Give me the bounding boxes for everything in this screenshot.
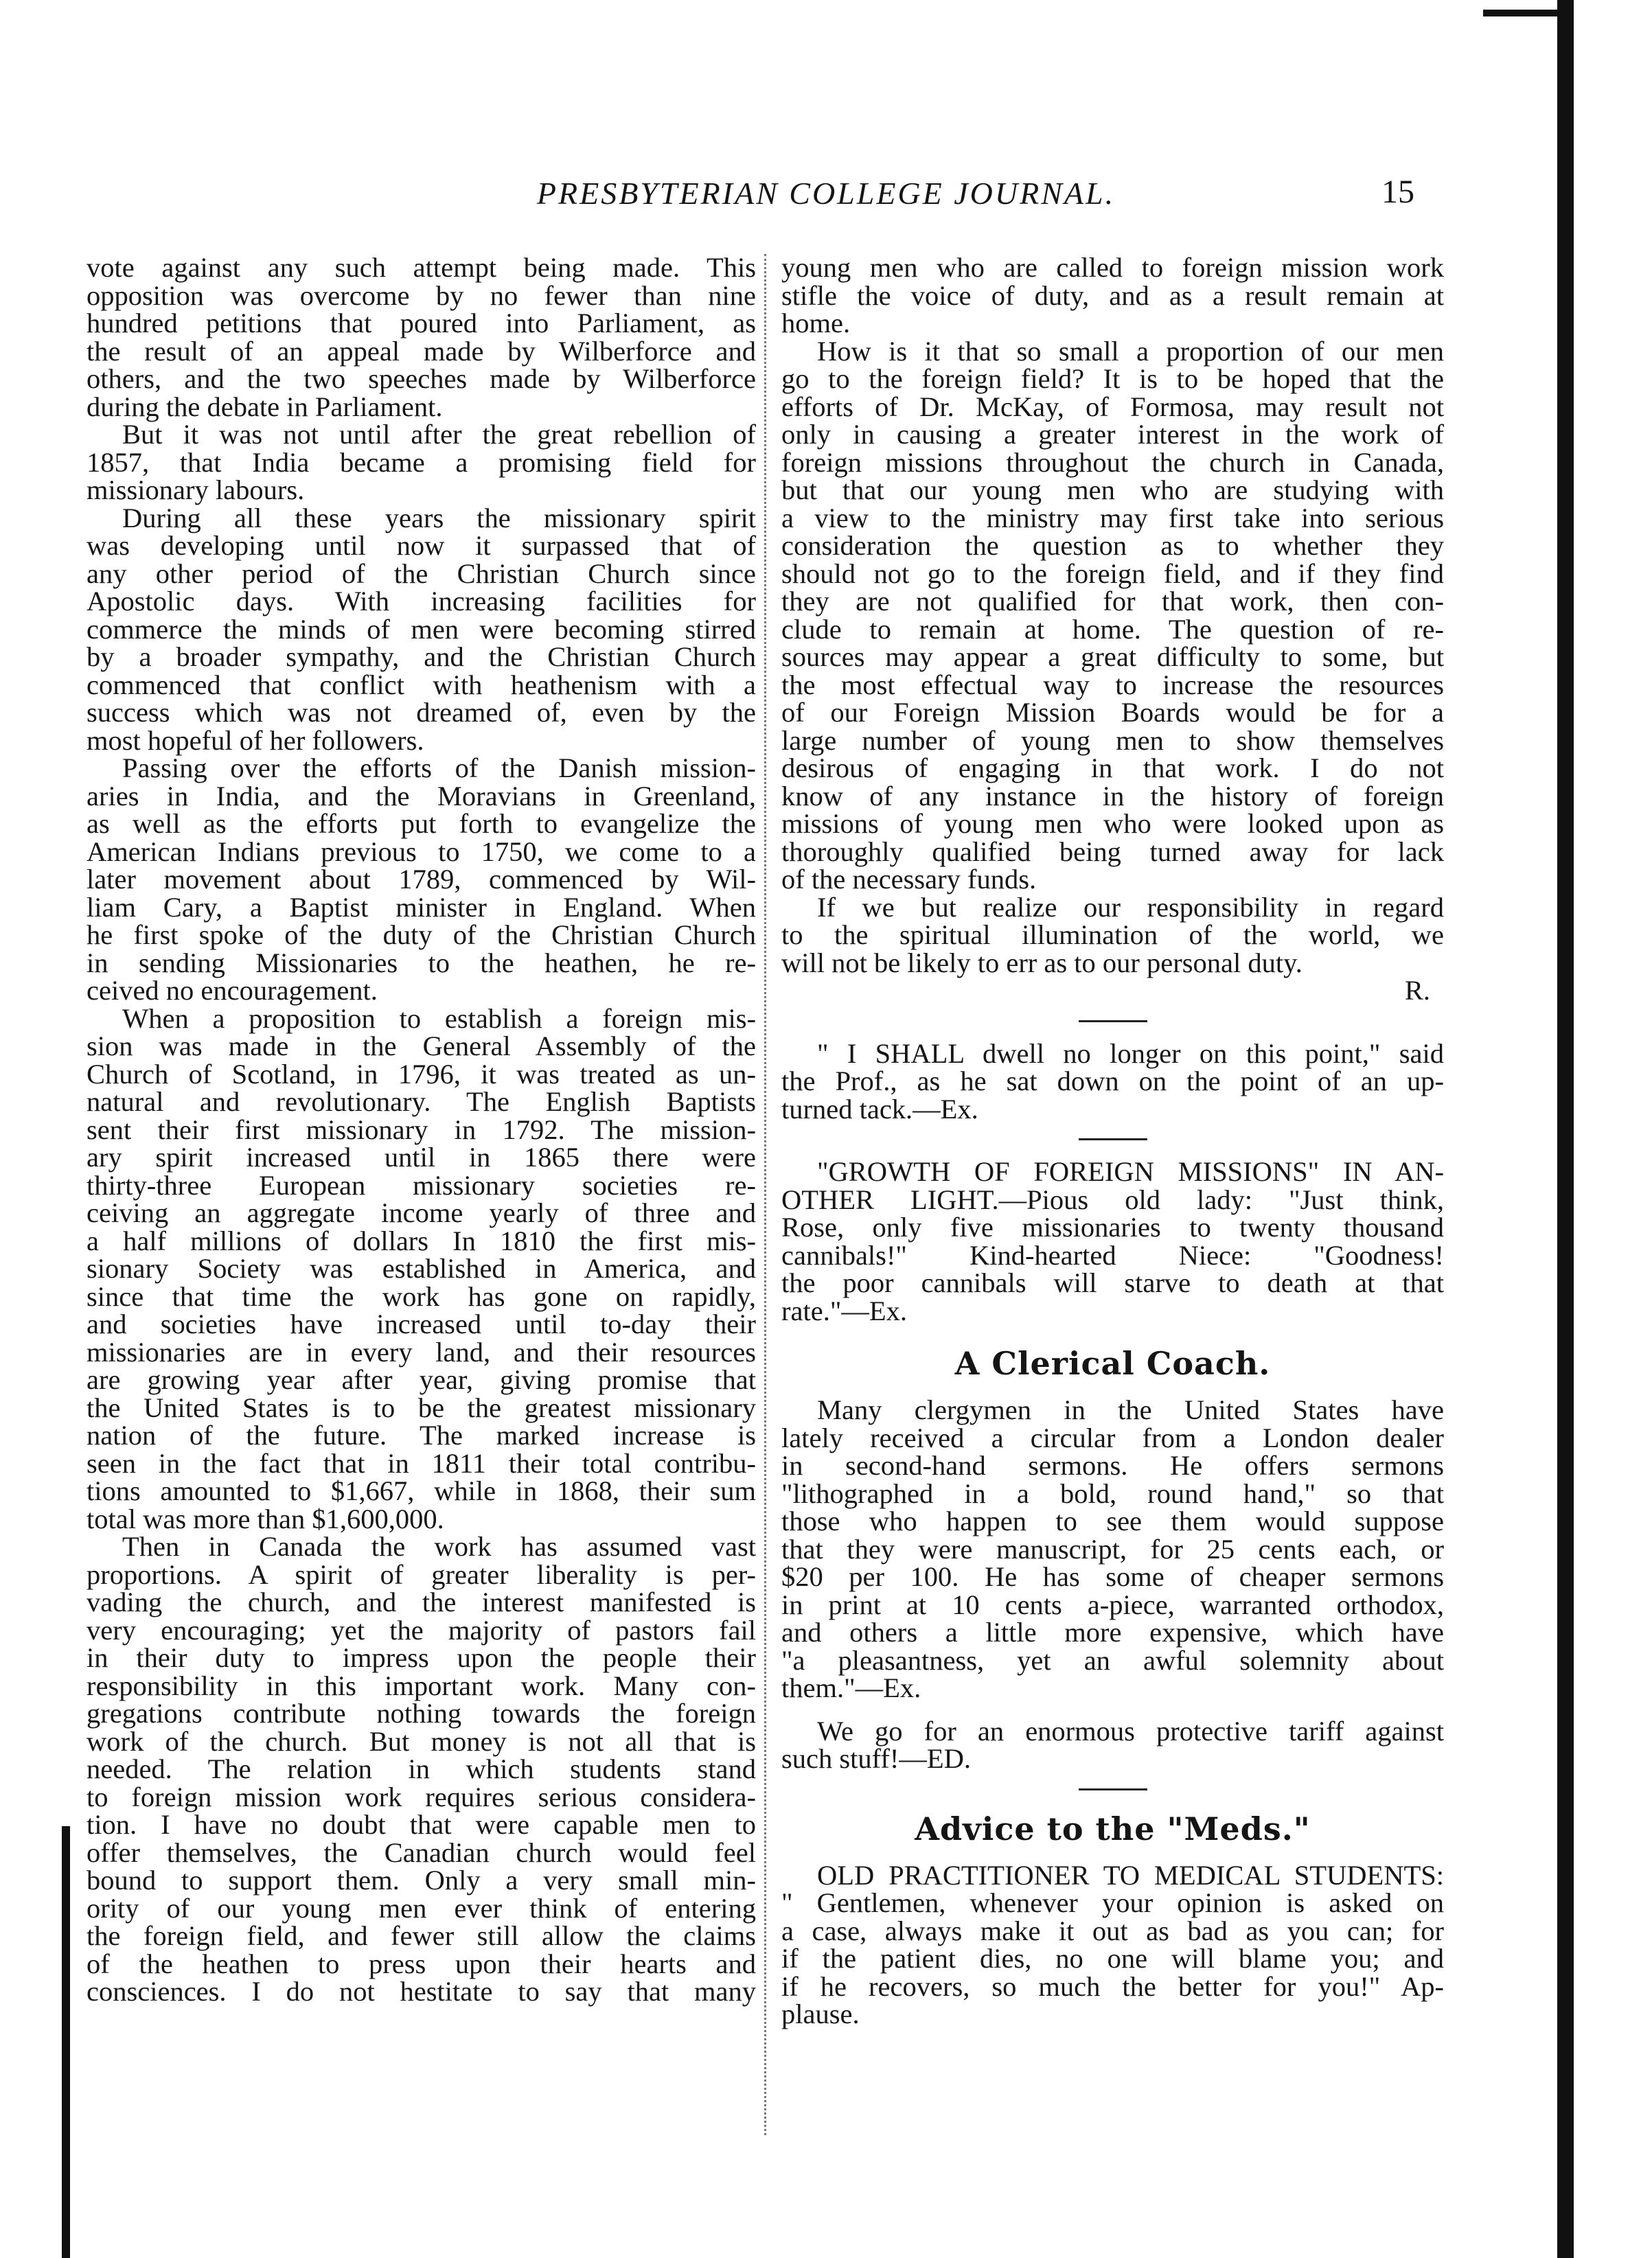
text-line: such stuff!—ED. [781,1743,971,1774]
text-line: if he recovers, so much the better for you!" Ap- [781,1970,1444,2002]
text-line: any other period of the Christian Church since [87,557,756,589]
column-divider [764,254,766,2135]
text-line: the poor cannibals will starve to death at that [781,1267,1444,1298]
separator-rule [1079,1788,1147,1790]
text-line: natural and revolutionary. The English Baptists [87,1086,756,1117]
text-line: a half millions of dollars In 1810 the first mis- [87,1225,756,1256]
text-line: sionary Society was established in America, and [87,1253,756,1284]
text-line: in print at 10 cents a-piece, warranted orthodox, [781,1589,1444,1620]
text-line: efforts of Dr. McKay, of Formosa, may result not [781,391,1444,422]
text-line: If we but realize our responsibility in regard [817,891,1444,923]
text-line: by a broader sympathy, and the Christian Church [87,641,756,672]
text-line: foreign missions throughout the church in Canada, [781,446,1444,478]
text-line: will not be likely to err as to our personal duty. [781,947,1303,978]
text-line: success which was not dreamed of, even by the [87,697,756,728]
text-line: consciences. I do not hestitate to say that many [87,1976,756,2007]
text-line: responsibility in this important work. Many con- [87,1670,756,1701]
text-line: thirty-three European missionary societies re- [87,1169,756,1201]
section-title-clerical-coach: A Clerical Coach. [954,1345,1271,1382]
text-line: How is it that so small a proportion of our men [817,335,1444,367]
left-column [87,254,756,2006]
text-line: nation of the future. The marked increase is [87,1420,756,1451]
text-line: commenced that conflict with heathenism with a [87,669,756,700]
signature: R. [1404,975,1430,1006]
text-line: missionaries are in every land, and their resources [87,1336,756,1368]
text-line: Apostolic days. With increasing facilities for [87,586,756,617]
text-line: those who happen to see them would suppose [781,1506,1444,1536]
text-line: of our Foreign Mission Boards would be for a [781,697,1444,728]
text-line: When a proposition to establish a foreign mis- [122,1002,756,1034]
text-line: sion was made in the General Assembly of the [87,1030,756,1061]
text-line: was developing until now it surpassed that of [87,530,756,561]
scan-edge-left [62,1826,70,2258]
separator-rule [1079,1138,1147,1140]
page-number: 15 [1381,174,1414,210]
text-line: the most effectual way to increase the resources [781,669,1444,700]
text-line: them."—Ex. [781,1672,921,1703]
text-line: in their duty to impress upon the people their [87,1642,756,1673]
journal-title: PRESBYTERIAN COLLEGE JOURNAL. [536,176,1116,211]
text-line: Then in Canada the work has assumed vast [122,1531,756,1562]
text-line: the Prof., as he sat down on the point of an up- [781,1065,1444,1096]
text-line: work of the church. But money is not all that is [87,1725,756,1757]
text-line: in sending Missionaries to the heathen, he re- [87,947,756,978]
text-line: ceived no encouragement. [87,975,378,1006]
text-line: that they were manuscript, for 25 cents each, or [781,1533,1444,1565]
text-line: plause. [781,1998,860,2029]
text-line: Many clergymen in the United States have [817,1394,1444,1425]
text-line: missions of young men who were looked upon as [781,808,1444,839]
scan-edge-right [1557,0,1574,2258]
text-line: cannibals!" Kind-hearted Niece: "Goodness! [781,1239,1444,1271]
text-line: bound to support them. Only a very small min- [87,1865,756,1896]
text-line: sources may appear a great difficulty to some, but [781,641,1444,672]
scan-edge-top [1483,10,1565,16]
text-line: liam Cary, a Baptist minister in England. When [87,891,756,923]
editor-note [781,1715,1444,1774]
text-line: tions amounted to $1,667, while in 1868, their sum [87,1475,756,1506]
text-line: only in causing a greater interest in the work of [781,419,1444,450]
text-line: in second-hand sermons. He offers sermons [781,1450,1444,1481]
text-line: home. [781,308,851,338]
text-line: total was more than $1,600,000. [87,1503,444,1534]
text-line: and societies have increased until to-day their [87,1309,756,1339]
text-line: go to the foreign field? It is to be hoped that the [781,363,1444,394]
text-line: Rose, only five missionaries to twenty thousand [781,1212,1444,1243]
text-line: as well as the efforts put forth to evangelize the [87,808,756,839]
text-line: rate."—Ex. [781,1295,907,1326]
text-line: "a pleasantness, yet an awful solemnity about [781,1644,1444,1676]
text-line: needed. The relation in which students stand [87,1753,756,1784]
text-line: if the patient dies, no one will blame you; and [781,1943,1444,1974]
text-line: seen in the fact that in 1811 their total contribu- [87,1447,756,1479]
text-line: during the debate in Parliament. [87,391,443,422]
text-line: most hopeful of her followers. [87,724,424,756]
quote-growth-of-missions [781,1158,1444,1325]
text-line: aries in India, and the Moravians in Greenland, [87,780,756,811]
text-line: clude to remain at home. The question of re- [781,613,1444,645]
text-line: desirous of engaging in that work. I do not [781,752,1444,783]
text-line: to the spiritual illumination of the world, we [781,919,1444,950]
text-line: OTHER LIGHT.—Pious old lady: "Just think, [781,1184,1444,1215]
text-line: $20 per 100. He has some of cheaper sermons [781,1561,1444,1592]
text-line: tion. I have no doubt that were capable men to [87,1809,756,1840]
text-line: " I SHALL dwell no longer on this point," said [817,1037,1444,1069]
text-line: offer themselves, the Canadian church would feel [87,1836,756,1868]
text-line: turned tack.—Ex. [781,1093,978,1125]
text-line: opposition was overcome by no fewer than nine [87,279,756,311]
text-line: OLD PRACTITIONER TO MEDICAL STUDENTS: [817,1859,1444,1891]
text-line: of the necessary funds. [781,864,1037,895]
text-line: thoroughly qualified being turned away for lack [781,836,1444,867]
text-line: a case, always make it out as bad as you can; for [781,1915,1444,1946]
text-line: large number of young men to show themselves [781,724,1444,756]
text-line: sent their first missionary in 1792. The mission- [87,1114,756,1145]
text-line: Church of Scotland, in 1796, it was treated as un- [87,1058,756,1090]
text-line: they are not qualified for that work, then con- [781,586,1444,617]
text-line: the United States is to be the greatest missionary [87,1392,756,1423]
quote-shall-dwell [781,1037,1444,1125]
text-line: We go for an enormous protective tariff against [817,1715,1444,1747]
text-line: 1857, that India became a promising field for [87,446,756,478]
right-column [781,254,1444,2029]
text-line: " Gentlemen, whenever your opinion is asked on [781,1887,1444,1918]
text-line: missionary labours. [87,474,305,505]
text-line: consideration the question as to whether they [781,530,1444,561]
text-line: ceiving an aggregate income yearly of three and [87,1197,756,1228]
text-line: "GROWTH OF FOREIGN MISSIONS" IN AN- [817,1156,1444,1187]
text-line: the foreign field, and fewer still allow the claims [87,1920,756,1951]
text-line: the result of an appeal made by Wilberforce and [87,335,756,367]
text-line: But it was not until after the great rebellion of [122,419,756,450]
text-line: Passing over the efforts of the Danish mission- [122,752,756,783]
text-line: gregations contribute nothing towards the foreign [87,1698,756,1729]
text-line: vote against any such attempt being made. This [87,252,756,283]
text-line: later movement about 1789, commenced by Wil- [87,864,756,895]
text-line: but that our young men who are studying with [781,474,1444,505]
text-line: should not go to the foreign field, and if they find [781,557,1444,589]
text-line: young men who are called to foreign mission work [781,252,1444,283]
text-line: others, and the two speeches made by Wilberforce [87,363,756,394]
text-line: are growing year after year, giving promise that [87,1364,756,1395]
text-line: since that time the work has gone on rapidly, [87,1280,756,1312]
text-line: a view to the ministry may first take into serious [781,502,1444,533]
text-line: he first spoke of the duty of the Christian Church [87,919,756,950]
text-line: very encouraging; yet the majority of pastors fail [87,1614,756,1646]
advice-body [781,1859,1444,2029]
text-line: and others a little more expensive, which have [781,1617,1444,1648]
text-line: proportions. A spirit of greater liberality is per- [87,1558,756,1590]
text-line: stifle the voice of duty, and as a result remain at [781,279,1444,311]
text-line: know of any instance in the history of foreign [781,780,1444,811]
separator-rule [1079,1020,1147,1022]
section-title-advice-to-meds: Advice to the "Meds." [915,1810,1311,1847]
text-line: to foreign mission work requires serious considera- [87,1781,756,1812]
text-line: hundred petitions that poured into Parliament, as [87,308,756,338]
text-line: of the heathen to press upon their hearts and [87,1948,756,1979]
clerical-coach-body [781,1396,1444,1703]
text-line: ority of our young men ever think of entering [87,1892,756,1924]
article-continued [781,254,1444,977]
text-line: American Indians previous to 1750, we come to a [87,836,756,867]
text-line: vading the church, and the interest manifested is [87,1587,756,1617]
text-line: ary spirit increased until in 1865 there were [87,1142,756,1173]
text-line: commerce the minds of men were becoming stirred [87,613,756,645]
text-line: "lithographed in a bold, round hand," so that [781,1477,1444,1509]
text-line: During all these years the missionary spirit [122,502,756,533]
text-line: lately received a circular from a London dealer [781,1422,1444,1453]
